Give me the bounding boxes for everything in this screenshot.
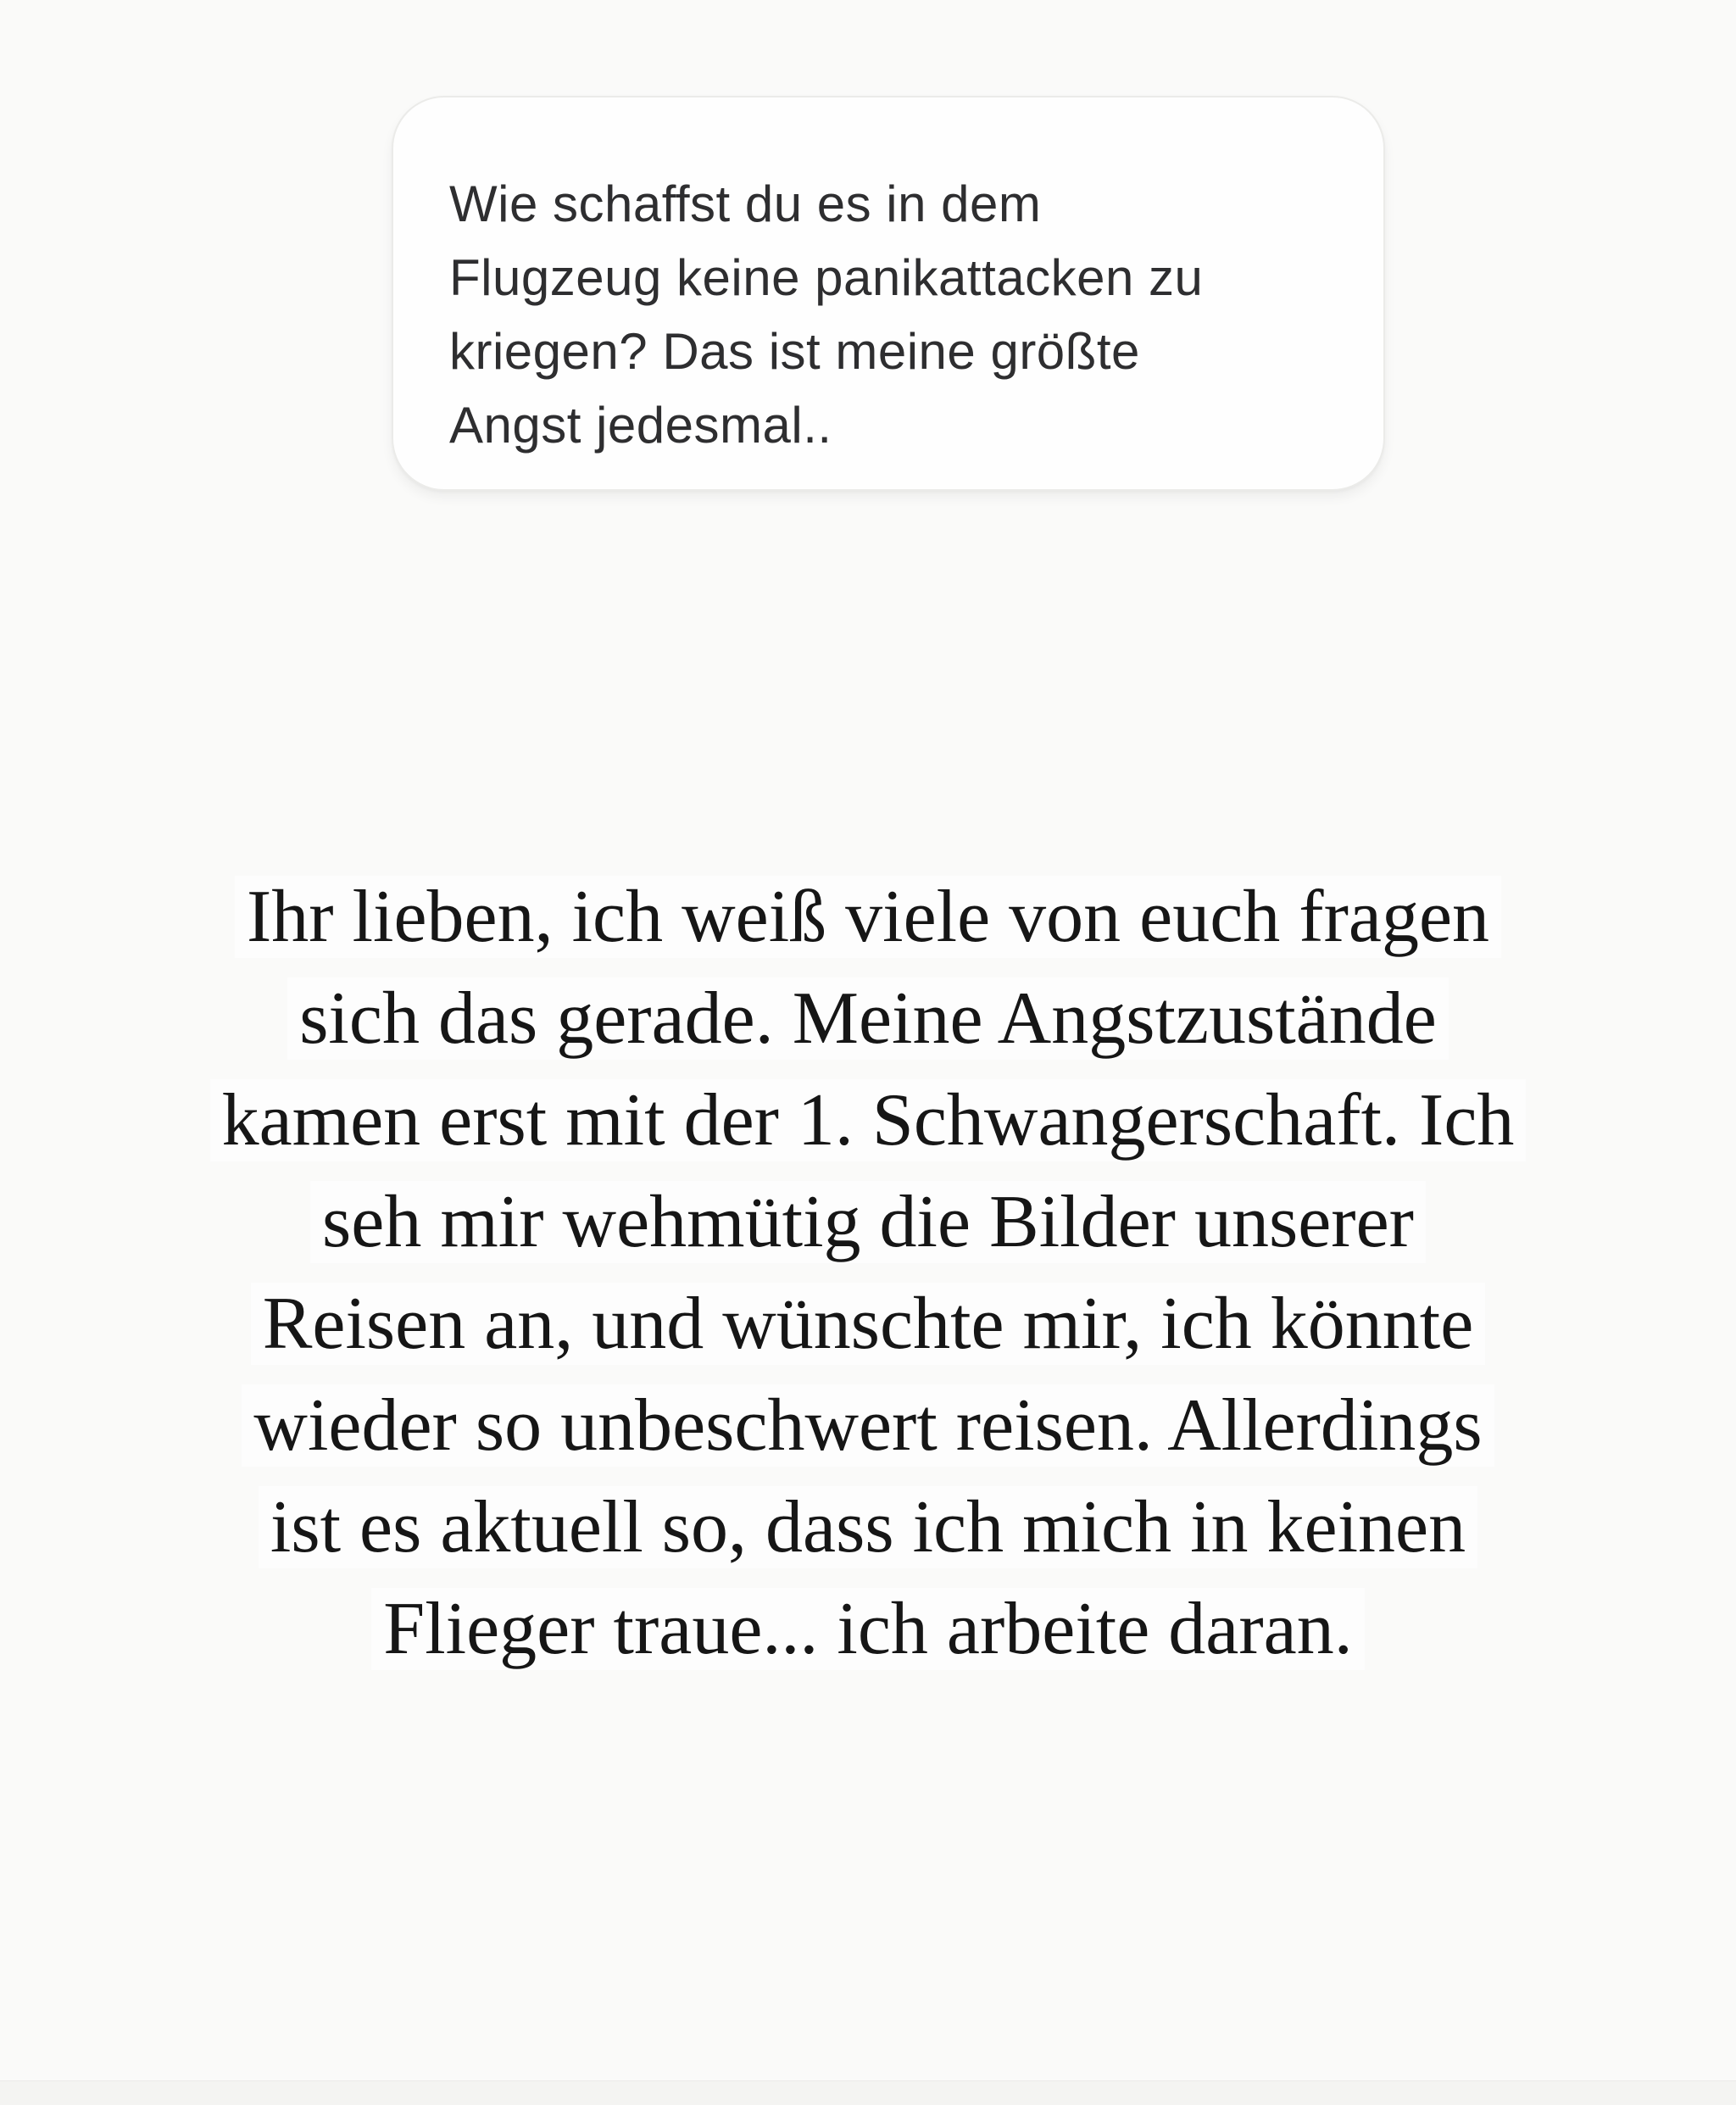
question-line: Flugzeug keine panikattacken zu — [449, 249, 1204, 306]
answer-line: seh mir wehmütig die Bilder unserer — [0, 1172, 1736, 1273]
question-line: Angst jedesmal.. — [449, 397, 832, 454]
answer-line: ist es aktuell so, dass ich mich in keinen — [0, 1477, 1736, 1579]
answer-line: sich das gerade. Meine Angstzustände — [0, 968, 1736, 1070]
question-sticker — [392, 96, 1385, 491]
answer-line: kamen erst mit der 1. Schwangerschaft. Ich — [0, 1070, 1736, 1172]
answer-line: Ihr lieben, ich weiß viele von euch fragen — [0, 866, 1736, 968]
question-line: Wie schaffst du es in dem — [449, 175, 1042, 232]
answer-line: Reisen an, und wünschte mir, ich könnte — [0, 1273, 1736, 1375]
question-line: kriegen? Das ist meine größte — [449, 323, 1140, 380]
answer-text — [0, 866, 1736, 1680]
answer-line: wieder so unbeschwert reisen. Allerdings — [0, 1375, 1736, 1477]
screenshot-bottom-edge — [0, 2080, 1736, 2105]
answer-line: Flieger traue... ich arbeite daran. — [0, 1579, 1736, 1680]
